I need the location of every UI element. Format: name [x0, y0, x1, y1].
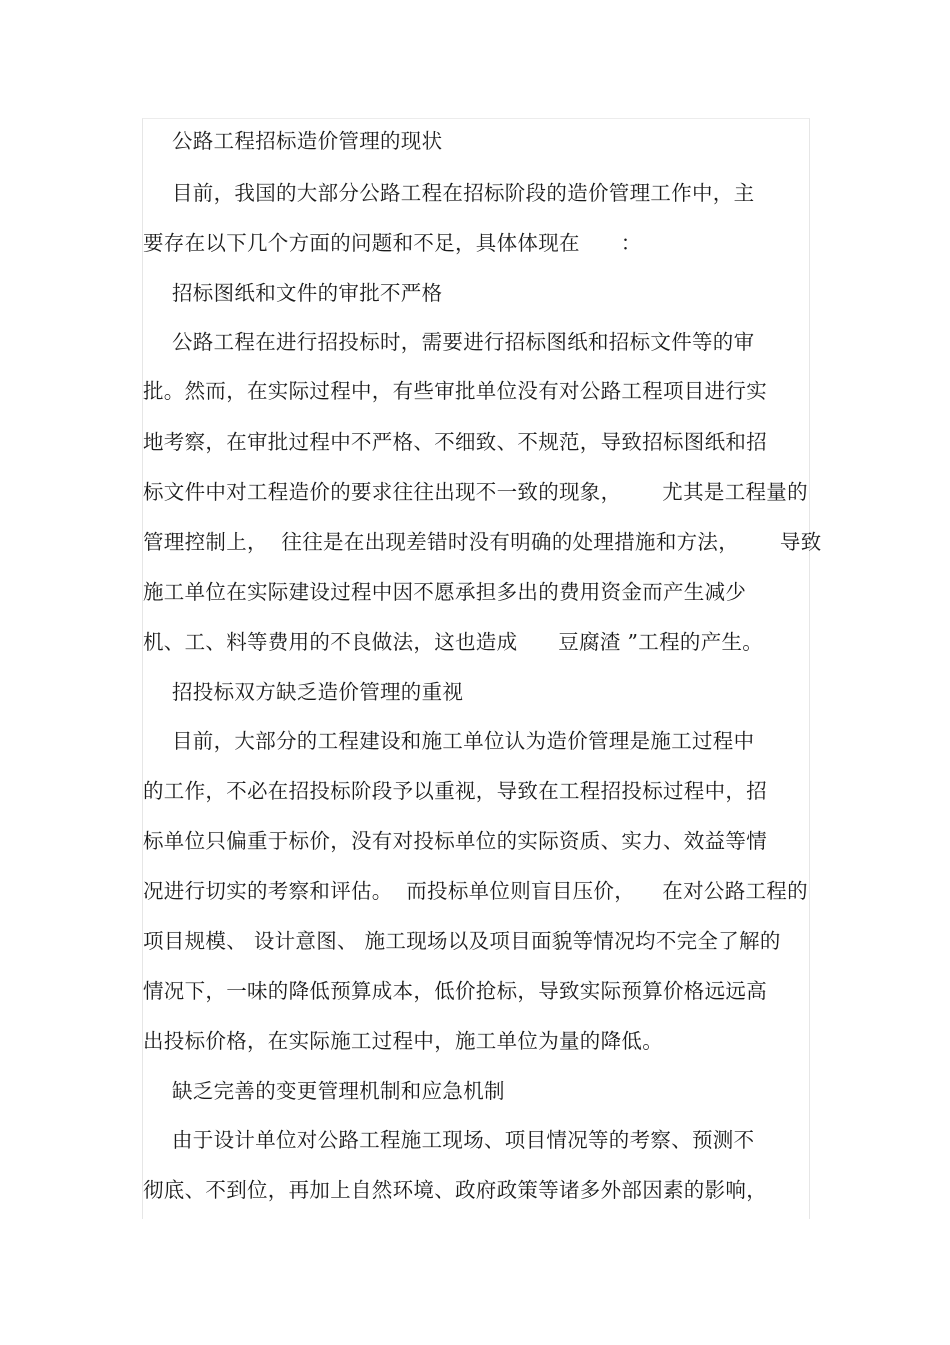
- paragraph-line: 机、工、料等费用的不良做法，这也造成 豆腐渣 ”工程的产生。: [143, 630, 764, 654]
- paragraph-line: 管理控制上， 往往是在出现差错时没有明确的处理措施和方法， 导致: [143, 530, 822, 554]
- paragraph-line: 的工作，不必在招投标阶段予以重视，导致在工程招投标过程中，招: [143, 779, 767, 803]
- subsection-heading: 缺乏完善的变更管理机制和应急机制: [172, 1079, 505, 1103]
- paragraph-line: 公路工程在进行招投标时，需要进行招标图纸和招标文件等的审: [172, 330, 755, 354]
- subsection-heading: 招投标双方缺乏造价管理的重视: [172, 680, 464, 704]
- paragraph-line: 要存在以下几个方面的问题和不足，具体体现在 ：: [143, 231, 642, 255]
- section-heading: 公路工程招标造价管理的现状: [172, 129, 443, 153]
- subsection-heading: 招标图纸和文件的审批不严格: [172, 281, 443, 305]
- paragraph-line: 施工单位在实际建设过程中因不愿承担多出的费用资金而产生减少: [143, 580, 747, 604]
- paragraph-line: 项目规模、 设计意图、 施工现场以及项目面貌等情况均不完全了解的: [143, 929, 781, 953]
- paragraph-line: 况进行切实的考察和评估。 而投标单位则盲目压价， 在对公路工程的: [143, 879, 808, 903]
- paragraph-line: 地考察，在审批过程中不严格、不细致、不规范，导致招标图纸和招: [143, 430, 767, 454]
- paragraph-line: 彻底、不到位，再加上自然环境、政府政策等诸多外部因素的影响，: [143, 1178, 767, 1202]
- paragraph-line: 标文件中对工程造价的要求往往出现不一致的现象， 尤其是工程量的: [143, 480, 808, 504]
- paragraph-line: 出投标价格，在实际施工过程中，施工单位为量的降低。: [143, 1029, 663, 1053]
- paragraph-line: 标单位只偏重于标价，没有对投标单位的实际资质、实力、效益等情: [143, 829, 767, 853]
- paragraph-line: 由于设计单位对公路工程施工现场、项目情况等的考察、预测不: [172, 1128, 755, 1152]
- paragraph-line: 目前，大部分的工程建设和施工单位认为造价管理是施工过程中: [172, 729, 755, 753]
- paragraph-line: 情况下，一味的降低预算成本，低价抢标，导致实际预算价格远远高: [143, 979, 767, 1003]
- paragraph-line: 目前，我国的大部分公路工程在招标阶段的造价管理工作中，主: [172, 181, 755, 205]
- paragraph-line: 批。然而，在实际过程中，有些审批单位没有对公路工程项目进行实: [143, 379, 767, 403]
